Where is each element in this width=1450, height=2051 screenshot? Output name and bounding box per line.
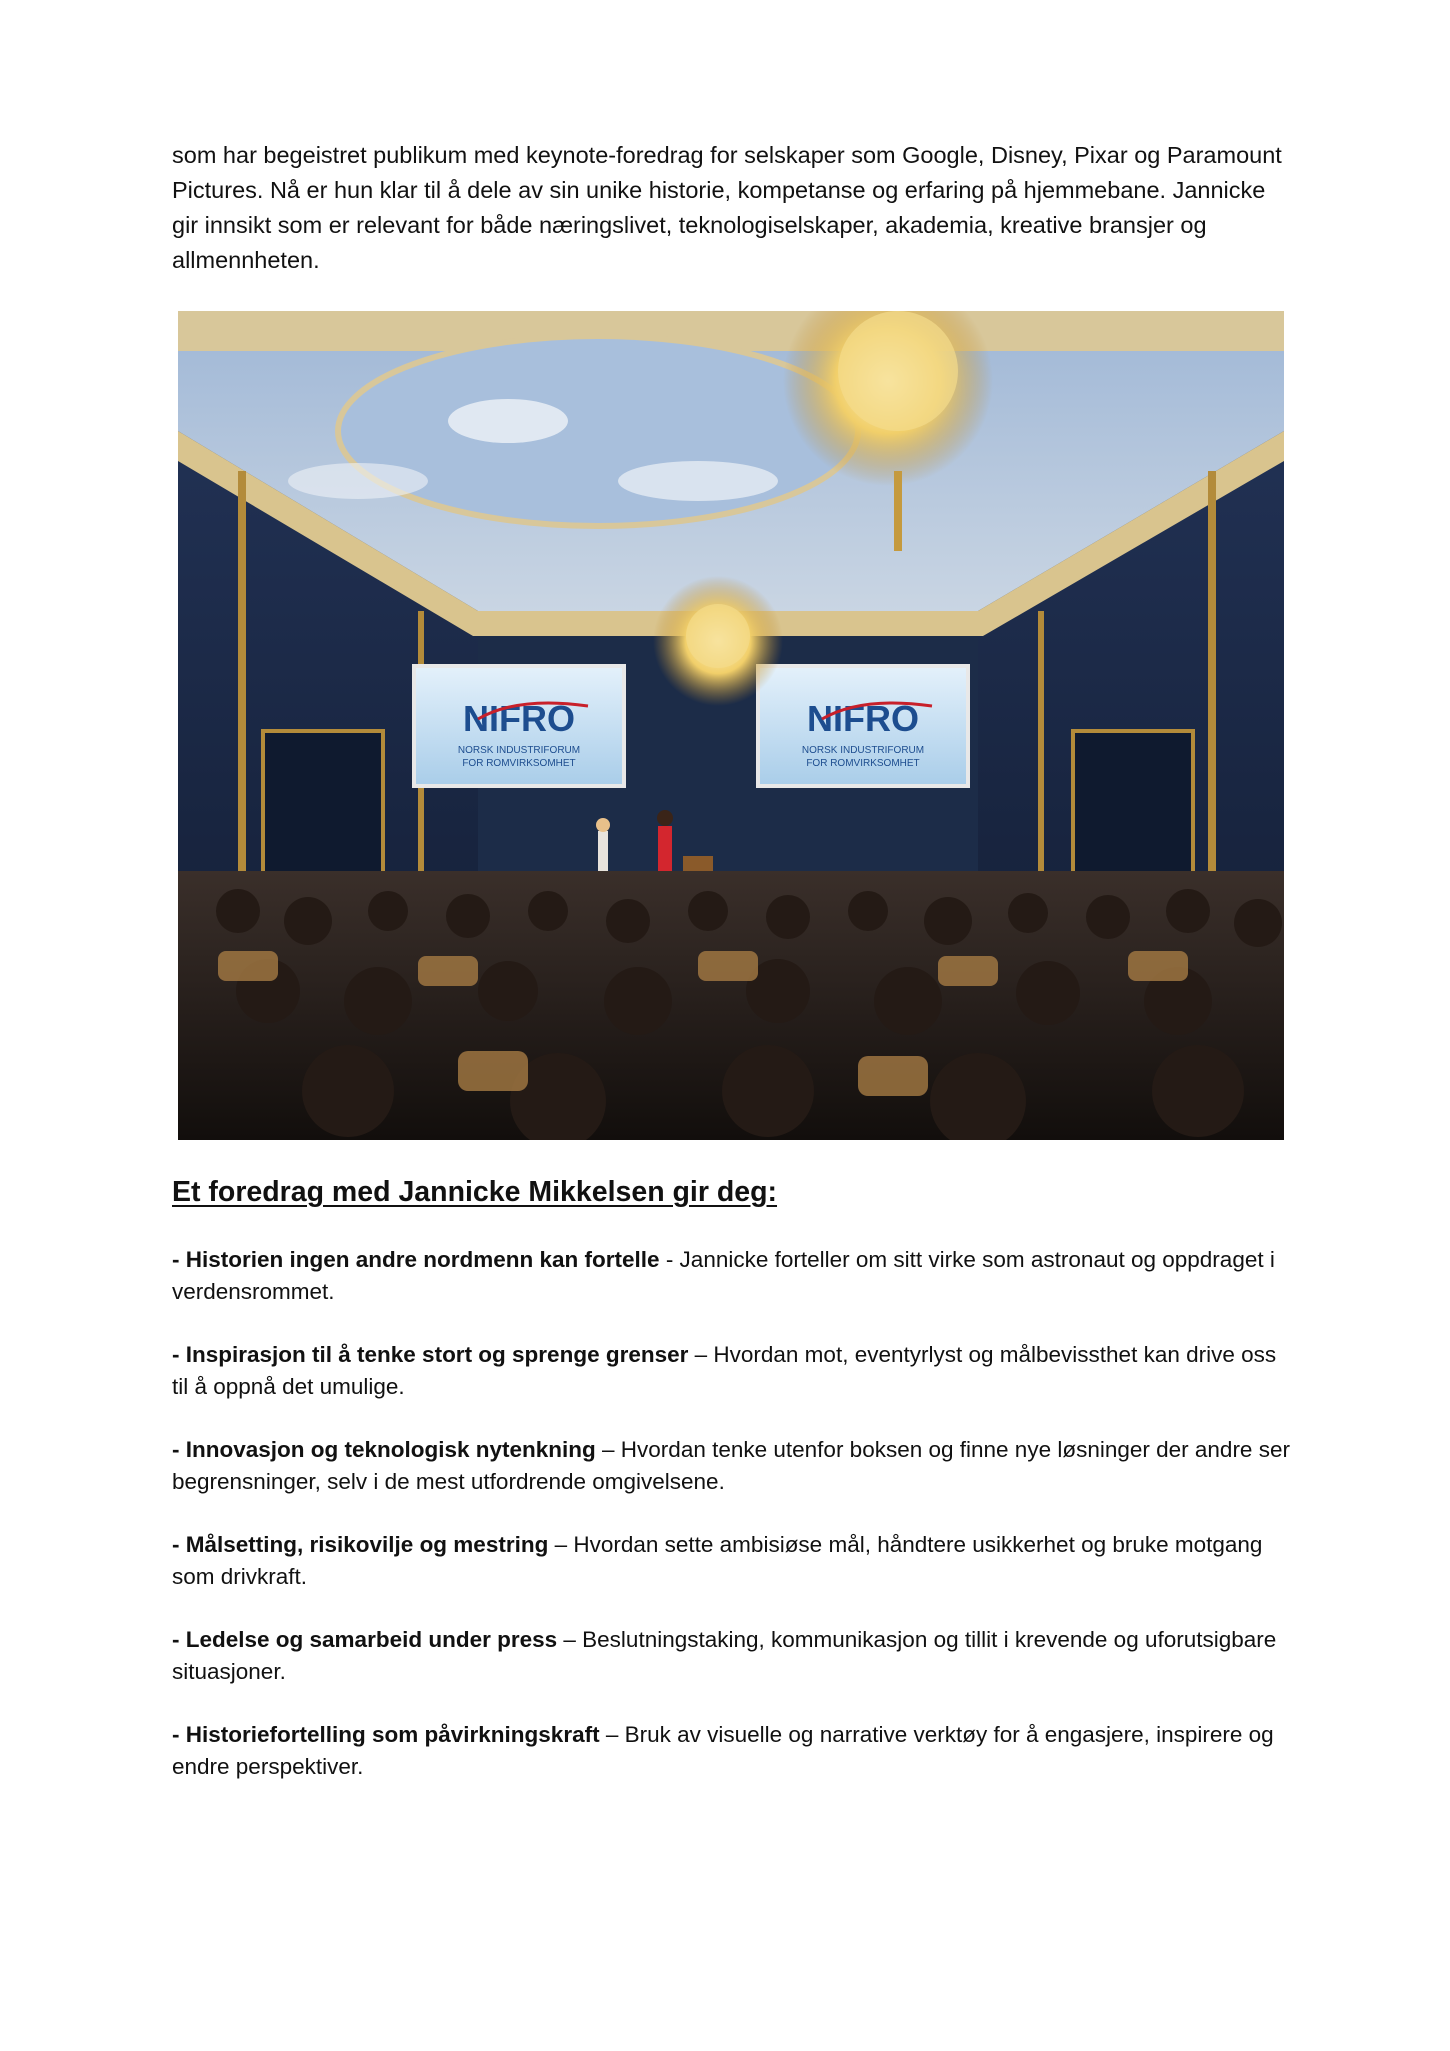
benefit-text: – Hvordan mot, eventyrlyst og målbevissthet kan drive oss til å oppnå det umulige.	[172, 1342, 1277, 1399]
screen-logo-left: NIFRO	[463, 698, 575, 739]
benefit-title: - Inspirasjon til å tenke stort og sprenge grenser	[172, 1342, 689, 1367]
screen-line1-left: NORSK INDUSTRIFORUM	[457, 745, 581, 756]
benefit-title: - Historiefortelling som påvirkningskraft	[172, 1722, 600, 1747]
benefit-text: – Bruk av visuelle og narrative verktøy for å engasjere, inspirere og endre perspektiver.	[172, 1722, 1274, 1779]
screen-line2-right: FOR ROMVIRKSOMHET	[806, 758, 920, 769]
benefit-text: – Hvordan sette ambisiøse mål, håndtere usikkerhet og bruke motgang som drivkraft.	[172, 1532, 1263, 1589]
benefit-text: – Hvordan tenke utenfor boksen og finne nye løsninger der andre ser begrensninger, selv i de mest utfordrende omgivelsene.	[172, 1437, 1290, 1494]
benefit-title: - Historien ingen andre nordmenn kan fortelle	[172, 1247, 660, 1272]
benefit-item	[172, 1719, 1292, 1783]
section-heading: Et foredrag med Jannicke Mikkelsen gir deg:	[172, 1176, 778, 1208]
benefit-title: - Ledelse og samarbeid under press	[172, 1627, 558, 1652]
benefit-text: – Beslutningstaking, kommunikasjon og tillit i krevende og uforutsigbare situasjoner.	[172, 1627, 1277, 1684]
screen-logo-right: NIFRO	[807, 698, 919, 739]
benefit-item	[172, 1244, 1292, 1308]
benefit-item	[172, 1529, 1292, 1593]
benefit-item	[172, 1434, 1292, 1498]
benefit-title: - Målsetting, risikovilje og mestring	[172, 1532, 549, 1557]
benefit-item	[172, 1339, 1292, 1403]
screen-line2-left: FOR ROMVIRKSOMHET	[462, 758, 576, 769]
screen-line1-right: NORSK INDUSTRIFORUM	[801, 745, 925, 756]
intro-paragraph: som har begeistret publikum med keynote-foredrag for selskaper som Google, Disney, Pixar og Paramount Pictures. Nå er hun klar til å dele av sin unike historie, kompetanse og erfaring på hjemmebane. Jannicke gir innsikt som er relevant for både næringslivet, teknologiselskaper, akademia, kreative bransjer og allmennheten.	[172, 142, 1282, 273]
benefit-item	[172, 1624, 1292, 1688]
benefit-text: - Jannicke forteller om sitt virke som astronaut og oppdraget i verdensrommet.	[172, 1247, 1275, 1304]
conference-hall-photo	[178, 311, 1284, 1140]
benefit-title: - Innovasjon og teknologisk nytenkning	[172, 1437, 596, 1462]
